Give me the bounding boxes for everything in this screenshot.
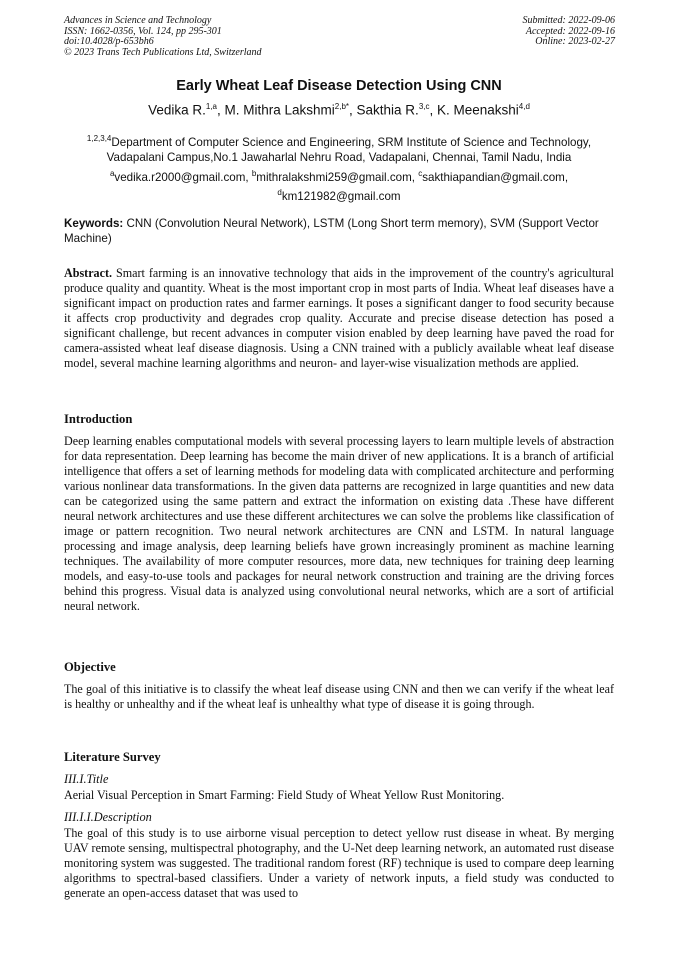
email-sup: b bbox=[251, 169, 257, 178]
authors-line bbox=[0, 102, 678, 118]
email-sep: , bbox=[245, 170, 252, 184]
email-address[interactable]: sakthiapandian@gmail.com bbox=[422, 170, 565, 184]
email-sep: , bbox=[411, 170, 419, 184]
email-address[interactable]: mithralakshmi259@gmail.com bbox=[256, 170, 412, 184]
keywords bbox=[64, 216, 614, 246]
affiliation bbox=[64, 131, 614, 165]
dates-info bbox=[523, 16, 616, 48]
submitted-date: Submitted: 2022-09-06 bbox=[522, 15, 615, 26]
online-date: Online: 2023-02-27 bbox=[535, 36, 615, 47]
email-sup: c bbox=[418, 169, 423, 178]
abstract bbox=[64, 266, 614, 371]
literature-heading: Literature Survey bbox=[64, 750, 161, 764]
email-address[interactable]: km121982@gmail.com bbox=[281, 189, 401, 203]
affiliation-sup: 1,2,3,4 bbox=[86, 134, 112, 143]
author-sup: 2,b* bbox=[334, 102, 350, 111]
keywords-label: Keywords: bbox=[64, 217, 124, 230]
introduction-text: Deep learning enables computational models with several processing layers to learn multiple levels of abstraction for data representation. Deep learning has become the main driver of new applications. It is a branch of artificial intelligence that offers a set of learning methods for modeling data with complicated architecture and performing various nonlinear data transformations. In the given data patterns are recognized in large quantities and new data can be categorized using the same pattern and extract the information on existing data .These have different neural network architectures and use these different architectures we can solve the problems like classification of image or pattern recognition. Two neural network architectures are CNN and LSTM. In natural language processing and image analysis, deep learning beliefs have grown increasingly prominent as machine learning techniques. The availability of more computer resources, more data, new techniques for training deep learning models, and easy-to-use tools and packages for neural network construction and training are the driving forces behind this progress. Visual data is analyzed using convolutional neural networks, which are a sort of artificial neural network. bbox=[64, 434, 614, 613]
author-sep: , bbox=[429, 102, 437, 118]
abstract-label: Abstract. bbox=[64, 266, 113, 280]
literature-description-label: III.I.I.Description bbox=[64, 810, 152, 824]
email-sup: a bbox=[109, 169, 115, 178]
email-sep: , bbox=[564, 170, 569, 184]
email-list bbox=[64, 166, 614, 204]
copyright: © 2023 Trans Tech Publications Ltd, Switzerland bbox=[64, 46, 262, 58]
keywords-text: CNN (Convolution Neural Network), LSTM (Long Short term memory), SVM (Support Vector Machine) bbox=[64, 217, 599, 245]
accepted-date: Accepted: 2022-09-16 bbox=[525, 25, 615, 37]
author-sup: 4,d bbox=[518, 102, 530, 111]
abstract-text: Smart farming is an innovative technology that aids in the improvement of the country's agricultural produce quality and quantity. Wheat is the most important crop in most parts of India. Wheat leaf diseases have a significant impact on production rates and farmer earnings. It poses a significant danger to food security because it affects crop productivity and degrades crop quality. Accurate and precise disease detection has posed a significant challenge, but recent advances in computer vision enabled by deep learning have paved the road for camera-assisted wheat leaf disease diagnosis. Using a CNN trained with a publicly available wheat leaf disease model, several machine learning algorithms and neuron- and layer-wise visualization methods are applied. bbox=[64, 266, 614, 370]
author-sup: 1,a bbox=[205, 102, 217, 111]
affiliation-text: Department of Computer Science and Engineering, SRM Institute of Science and Technology, Vadapalani Campus,No.1 Jawaharlal Nehru Road, Vadapalani, Chennai, Tamil Nadu, India bbox=[106, 135, 592, 164]
introduction-heading: Introduction bbox=[64, 412, 133, 426]
objective-heading: Objective bbox=[64, 660, 116, 674]
literature-description-text: The goal of this study is to use airborne visual perception to detect yellow rust disease in wheat. By merging UAV remote sensing, multispectral photography, and the U-Net deep learning network, an automated rust disease monitoring system was suggested. The traditional random forest (RF) technique is used to compare deep learning algorithms to spectral-based classifiers. Under a variety of network inputs, a field study was conducted to generate an open-access dataset that was used to bbox=[64, 826, 614, 900]
issn: ISSN: 1662-0356, Vol. 124, pp 295-301 bbox=[64, 25, 222, 37]
objective-text: The goal of this initiative is to classify the wheat leaf disease using CNN and then we can verify if the wheat leaf is healthy or unhealthy and if the wheat leaf is unhealthy what type of disease it is going through. bbox=[64, 682, 614, 711]
literature-title-label: III.I.Title bbox=[64, 772, 109, 786]
email-sup: d bbox=[277, 187, 282, 197]
doi[interactable]: doi:10.4028/p-653bh6 bbox=[64, 36, 154, 47]
journal-name: Advances in Science and Technology bbox=[64, 15, 212, 26]
literature-title-text: Aerial Visual Perception in Smart Farming: Field Study of Wheat Yellow Rust Monitoring. bbox=[64, 788, 505, 802]
email-address[interactable]: vedika.r2000@gmail.com bbox=[114, 170, 246, 184]
author-sup: 3,c bbox=[418, 102, 430, 111]
author-sep: , bbox=[216, 102, 225, 118]
author-name: Vedika R. bbox=[148, 102, 206, 118]
author-sep: , bbox=[349, 102, 357, 118]
author-name: M. Mithra Lakshmi bbox=[224, 102, 335, 118]
author-name: Sakthia R. bbox=[356, 102, 419, 118]
paper-title: Early Wheat Leaf Disease Detection Using CNN bbox=[176, 78, 502, 94]
journal-info bbox=[64, 16, 262, 58]
author-name: K. Meenakshi bbox=[437, 102, 519, 118]
